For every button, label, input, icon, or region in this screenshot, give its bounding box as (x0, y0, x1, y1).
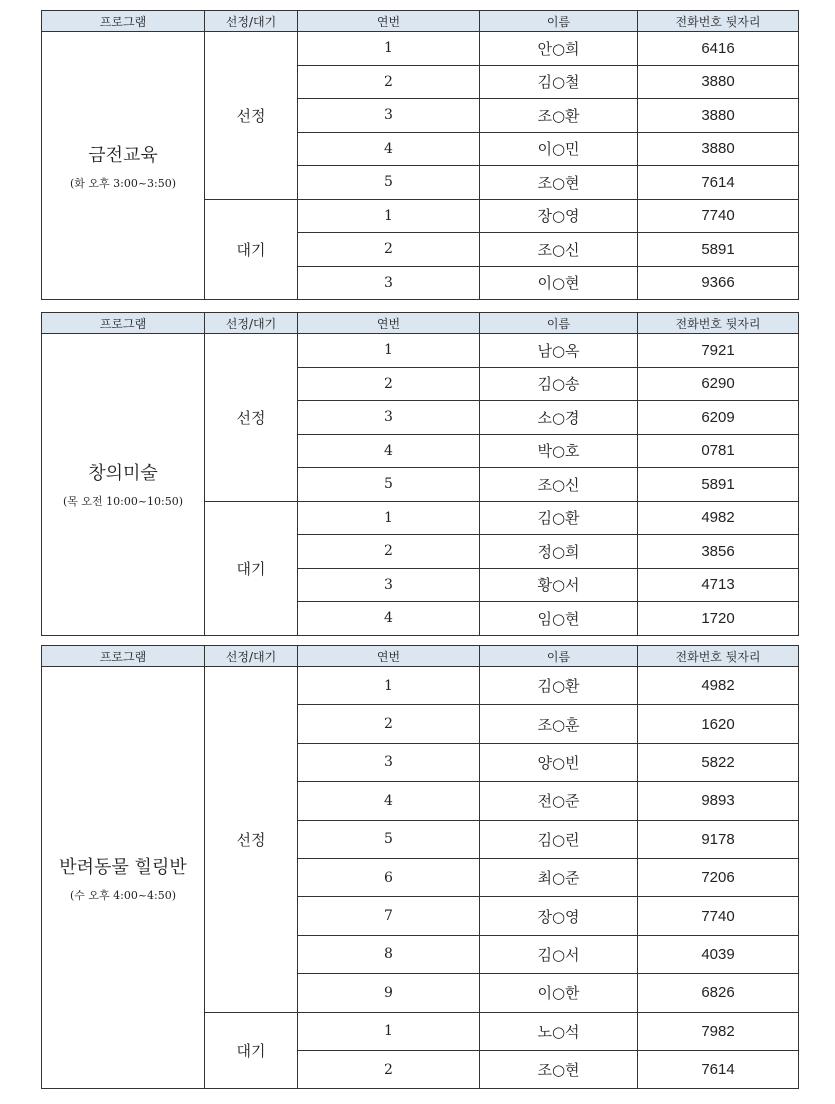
number-cell: 1 (298, 199, 480, 233)
program-name: 반려동물 힐링반 (59, 856, 187, 878)
name-header: 이름 (480, 313, 638, 334)
phone-cell: 1620 (638, 705, 799, 743)
name-cell: 정○희 (480, 535, 638, 569)
number-cell: 9 (298, 974, 480, 1012)
number-cell: 5 (298, 468, 480, 502)
program-name: 금전교육 (88, 144, 158, 166)
number-cell: 1 (298, 334, 480, 368)
phone-cell: 4982 (638, 667, 799, 705)
phone-cell: 9366 (638, 266, 799, 300)
phone-header: 전화번호 뒷자리 (638, 313, 799, 334)
phone-cell: 5891 (638, 468, 799, 502)
program-cell (42, 667, 205, 1089)
phone-cell: 3880 (638, 65, 799, 99)
name-cell: 조○신 (480, 233, 638, 267)
header-row (42, 646, 799, 667)
name-cell: 조○현 (480, 166, 638, 200)
name-cell: 장○영 (480, 897, 638, 935)
name-cell: 임○현 (480, 602, 638, 636)
phone-cell: 3880 (638, 99, 799, 133)
program-cell (42, 334, 205, 636)
status-cell: 선정 (205, 32, 298, 200)
name-cell: 소○경 (480, 401, 638, 435)
phone-cell: 1720 (638, 602, 799, 636)
name-cell: 이○한 (480, 974, 638, 1012)
number-cell: 4 (298, 782, 480, 820)
name-cell: 전○준 (480, 782, 638, 820)
number-cell: 2 (298, 705, 480, 743)
number-cell: 1 (298, 1012, 480, 1050)
number-cell: 1 (298, 501, 480, 535)
phone-cell: 7614 (638, 166, 799, 200)
roster-table (41, 10, 799, 300)
number-cell: 3 (298, 266, 480, 300)
number-cell: 2 (298, 535, 480, 569)
phone-cell: 7921 (638, 334, 799, 368)
name-header: 이름 (480, 646, 638, 667)
number-header: 연번 (298, 313, 480, 334)
phone-cell: 4039 (638, 935, 799, 973)
status-cell: 대기 (205, 199, 298, 300)
name-cell: 박○호 (480, 434, 638, 468)
name-cell: 조○신 (480, 468, 638, 502)
phone-cell: 3856 (638, 535, 799, 569)
number-cell: 1 (298, 32, 480, 66)
phone-cell: 6826 (638, 974, 799, 1012)
number-cell: 3 (298, 743, 480, 781)
name-cell: 안○희 (480, 32, 638, 66)
program-time: (수 오후 4:00~4:50) (69, 888, 177, 902)
phone-cell: 7740 (638, 199, 799, 233)
program-header: 프로그램 (42, 646, 205, 667)
phone-cell: 0781 (638, 434, 799, 468)
phone-header: 전화번호 뒷자리 (638, 11, 799, 32)
number-cell: 3 (298, 568, 480, 602)
status-cell: 대기 (205, 1012, 298, 1089)
program-header: 프로그램 (42, 313, 205, 334)
number-cell: 2 (298, 65, 480, 99)
number-cell: 2 (298, 1050, 480, 1088)
phone-cell: 5822 (638, 743, 799, 781)
phone-cell: 4982 (638, 501, 799, 535)
phone-header: 전화번호 뒷자리 (638, 646, 799, 667)
phone-cell: 6416 (638, 32, 799, 66)
phone-cell: 7614 (638, 1050, 799, 1088)
number-header: 연번 (298, 646, 480, 667)
name-cell: 김○환 (480, 667, 638, 705)
program-time: (목 오전 10:00~10:50) (62, 495, 184, 509)
table-row (42, 667, 799, 705)
phone-cell: 7982 (638, 1012, 799, 1050)
name-cell: 장○영 (480, 199, 638, 233)
status-cell: 선정 (205, 334, 298, 502)
name-cell: 김○환 (480, 501, 638, 535)
name-cell: 이○현 (480, 266, 638, 300)
number-cell: 4 (298, 132, 480, 166)
name-cell: 조○환 (480, 99, 638, 133)
phone-cell: 6209 (638, 401, 799, 435)
name-cell: 조○훈 (480, 705, 638, 743)
status-header: 선정/대기 (205, 646, 298, 667)
status-cell: 대기 (205, 501, 298, 635)
name-cell: 남○옥 (480, 334, 638, 368)
number-cell: 2 (298, 367, 480, 401)
phone-cell: 5891 (638, 233, 799, 267)
program-time: (화 오후 3:00~3:50) (69, 176, 177, 190)
table-row (42, 32, 799, 66)
name-header: 이름 (480, 11, 638, 32)
program-cell (42, 32, 205, 300)
name-cell: 김○철 (480, 65, 638, 99)
number-cell: 3 (298, 99, 480, 133)
name-cell: 김○서 (480, 935, 638, 973)
number-cell: 5 (298, 820, 480, 858)
number-cell: 1 (298, 667, 480, 705)
number-cell: 3 (298, 401, 480, 435)
roster-table (41, 645, 799, 1089)
header-row (42, 11, 799, 32)
phone-cell: 9178 (638, 820, 799, 858)
name-cell: 황○서 (480, 568, 638, 602)
name-cell: 조○현 (480, 1050, 638, 1088)
status-cell: 선정 (205, 667, 298, 1013)
name-cell: 양○빈 (480, 743, 638, 781)
number-cell: 2 (298, 233, 480, 267)
phone-cell: 3880 (638, 132, 799, 166)
name-cell: 노○석 (480, 1012, 638, 1050)
status-header: 선정/대기 (205, 313, 298, 334)
number-cell: 6 (298, 858, 480, 896)
table-row (42, 334, 799, 368)
phone-cell: 6290 (638, 367, 799, 401)
number-cell: 5 (298, 166, 480, 200)
number-header: 연번 (298, 11, 480, 32)
name-cell: 이○민 (480, 132, 638, 166)
name-cell: 최○준 (480, 858, 638, 896)
phone-cell: 7206 (638, 858, 799, 896)
number-cell: 8 (298, 935, 480, 973)
number-cell: 4 (298, 602, 480, 636)
name-cell: 김○린 (480, 820, 638, 858)
roster-table (41, 312, 799, 636)
program-name: 창의미술 (88, 463, 158, 485)
header-row (42, 313, 799, 334)
status-header: 선정/대기 (205, 11, 298, 32)
phone-cell: 4713 (638, 568, 799, 602)
name-cell: 김○송 (480, 367, 638, 401)
phone-cell: 9893 (638, 782, 799, 820)
number-cell: 4 (298, 434, 480, 468)
program-header: 프로그램 (42, 11, 205, 32)
number-cell: 7 (298, 897, 480, 935)
phone-cell: 7740 (638, 897, 799, 935)
